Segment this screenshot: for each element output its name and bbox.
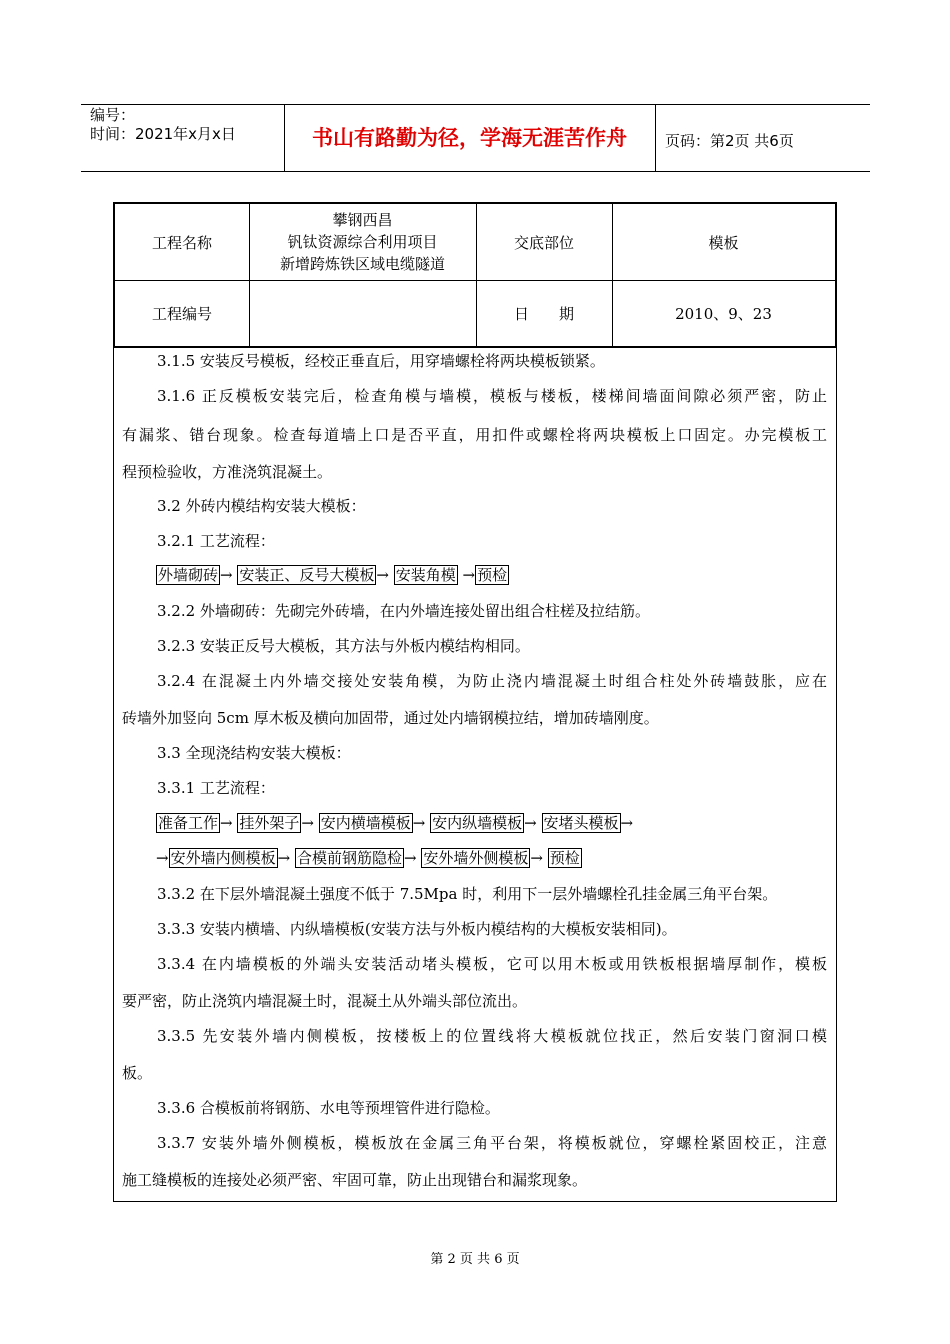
para-3-1-6-line-3: 程预检验收，方准浇筑混凝土。 — [122, 463, 333, 481]
para-3-3-3: 3.3.3 安装内横墙、内纵墙模板(安装方法与外板内模结构的大模板安装相同)。 — [157, 920, 677, 938]
project-name-line-1: 攀钢西昌 — [332, 211, 393, 229]
arrow-icon: → — [376, 566, 389, 584]
flow-chart-3-2 — [156, 565, 509, 587]
page-footer: 第 2 页 共 6 页 — [430, 1252, 520, 1267]
arrow-icon: → — [220, 814, 233, 832]
time-label: 时间：2021年x月x日 — [90, 125, 236, 143]
flow2-step-8: 安外墙外侧模板 — [423, 849, 529, 867]
date-value: 2010、9、23 — [675, 304, 772, 323]
para-3-3-7-line-1: 3.3.7 安装外墙外侧模板，模板放在金属三角平台架，将模板就位，穿螺栓紧固校正，注意 — [157, 1134, 827, 1152]
flow2-step-2: 挂外架子 — [239, 814, 300, 832]
arrow-icon: → — [412, 814, 426, 832]
header-page-info: 页码：第2页 共6页 — [665, 132, 794, 150]
arrow-icon: → — [156, 849, 169, 867]
para-3-3-6: 3.3.6 合模板前将钢筋、水电等预埋管件进行隐检。 — [157, 1099, 500, 1117]
flow2-step-1: 准备工作 — [158, 814, 219, 832]
para-3-2-3: 3.2.3 安装正反号大模板，其方法与外板内模结构相同。 — [157, 637, 530, 655]
para-3-1-5: 3.1.5 安装反号模板，经校正垂直后，用穿墙螺栓将两块模板锁紧。 — [157, 352, 605, 370]
flow1-step-4: 预检 — [477, 566, 508, 584]
arrow-icon: → — [277, 849, 291, 867]
flow2-step-5: 安堵头模板 — [543, 814, 619, 832]
info-table — [113, 202, 837, 348]
header-motto: 书山有路勤为径，学海无涯苦作舟 — [312, 126, 627, 150]
para-3-3-5-line-2: 板。 — [122, 1064, 153, 1082]
handover-part-value: 模板 — [708, 233, 739, 252]
arrow-icon: → — [620, 814, 634, 832]
flow2-step-3: 安内横墙模板 — [320, 814, 411, 832]
flow1-step-2: 安装正、反号大模板 — [239, 566, 375, 584]
header-divider-2 — [655, 104, 656, 171]
para-3-1-6-line-1: 3.1.6 正反模板安装完后，检查角模与墙模，模板与楼板，楼梯间墙面间隙必须严密，防止 — [157, 387, 827, 405]
project-name-value — [249, 204, 476, 280]
project-no-label: 工程编号 — [151, 304, 212, 323]
arrow-icon: → — [301, 814, 314, 832]
para-3-1-6-line-2: 有漏浆、错台现象。检查每道墙上口是否平直，用扣件或螺栓将两块模板上口固定。办完模板工 — [122, 426, 827, 444]
flow2-step-4: 安内纵墙模板 — [432, 814, 523, 832]
para-3-3-1: 3.3.1 工艺流程： — [157, 779, 275, 797]
flow1-step-1: 外墙砌砖 — [158, 566, 219, 584]
header-meta — [90, 106, 236, 144]
para-3-3-4-line-1: 3.3.4 在内墙模板的外端头安装活动堵头模板，它可以用木板或用铁板根据墙厚制作，模板 — [157, 955, 827, 973]
para-3-2-4-line-1: 3.2.4 在混凝土内外墙交接处安装角模，为防止浇内墙混凝土时组合柱处外砖墙鼓胀，应在 — [157, 672, 827, 690]
flow2-step-7: 合模前钢筋隐检 — [296, 849, 402, 867]
para-3-3-7-line-2: 施工缝模板的连接处必须严密、牢固可靠，防止出现错台和漏浆现象。 — [122, 1171, 588, 1189]
header-top-rule — [81, 104, 870, 105]
flow2-step-9: 预检 — [549, 849, 580, 867]
handover-part-label: 交底部位 — [513, 233, 574, 252]
para-3-3-4-line-2: 要严密，防止浇筑内墙混凝土时，混凝土从外端头部位流出。 — [122, 992, 528, 1010]
para-3-2-4-line-2: 砖墙外加竖向 5cm 厚木板及横向加固带，通过处内墙钢模拉结，增加砖墙刚度。 — [122, 709, 659, 727]
flow2-step-6: 安外墙内侧模板 — [170, 849, 276, 867]
arrow-icon: → — [403, 849, 417, 867]
number-label: 编号： — [90, 106, 136, 124]
para-3-3-2: 3.3.2 在下层外墙混凝土强度不低于 7.5Mpa 时，利用下一层外墙螺栓孔挂金属三角平台架。 — [157, 885, 778, 903]
project-no-value — [249, 280, 476, 346]
arrow-icon: → — [220, 566, 233, 584]
arrow-icon: → — [524, 814, 537, 832]
project-name-line-2: 钒钛资源综合利用项目 — [287, 233, 438, 251]
para-3-3-5-line-1: 3.3.5 先安装外墙内侧模板，按楼板上的位置线将大模板就位找正，然后安装门窗洞口模 — [157, 1027, 827, 1045]
flow-chart-3-3-row-1 — [156, 813, 633, 835]
para-3-2-2: 3.2.2 外墙砌砖：先砌完外砖墙，在内外墙连接处留出组合柱槎及拉结筋。 — [157, 602, 650, 620]
para-3-3: 3.3 全现浇结构安装大模板： — [157, 744, 351, 762]
arrow-icon: → — [530, 849, 543, 867]
para-3-2-1: 3.2.1 工艺流程： — [157, 532, 275, 550]
project-name-line-3: 新增跨炼铁区域电缆隧道 — [279, 255, 445, 273]
flow-chart-3-3-row-2 — [156, 848, 582, 870]
date-label: 日 期 — [513, 304, 574, 323]
flow1-step-3: 安装角模 — [395, 566, 456, 584]
arrow-icon: → — [462, 566, 476, 584]
header-bottom-rule — [81, 171, 870, 172]
project-name-label: 工程名称 — [151, 233, 212, 252]
para-3-2: 3.2 外砖内模结构安装大模板： — [157, 497, 366, 515]
